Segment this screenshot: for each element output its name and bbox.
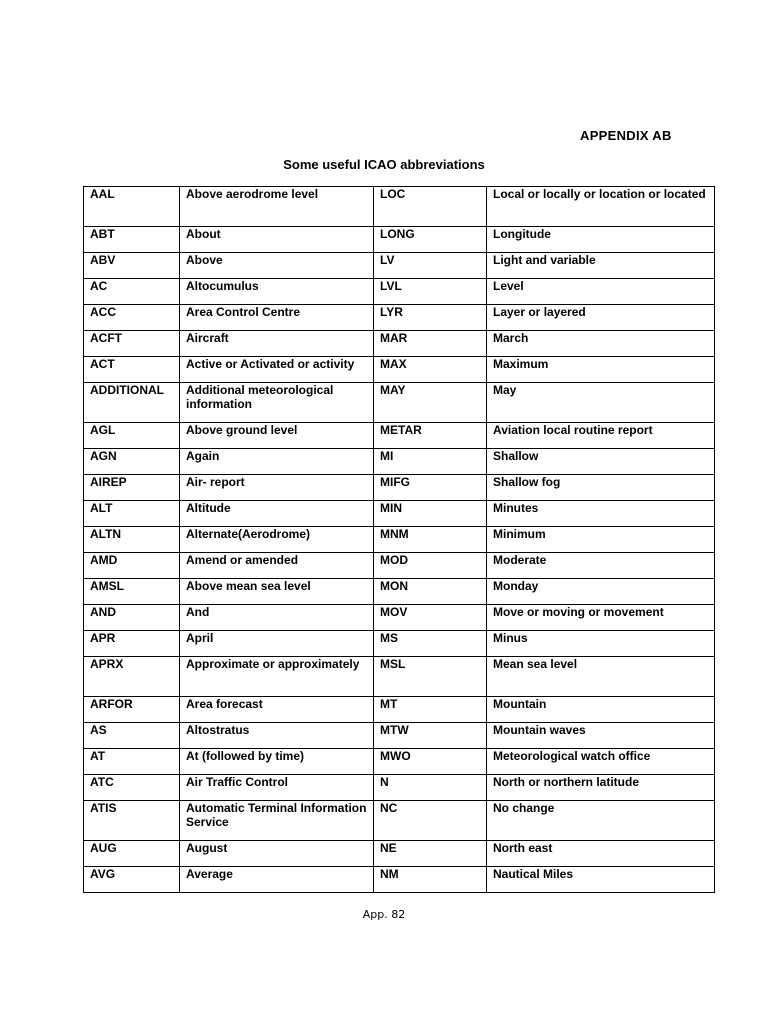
abbreviation-cell: ACFT: [84, 331, 180, 357]
meaning-cell: Amend or amended: [180, 553, 374, 579]
table-row: [84, 775, 715, 801]
table-row: [84, 187, 715, 227]
meaning-cell: North east: [487, 841, 715, 867]
abbreviation-cell: MON: [374, 579, 487, 605]
abbreviation-cell: LOC: [374, 187, 487, 227]
meaning-cell: April: [180, 631, 374, 657]
meaning-cell: Minus: [487, 631, 715, 657]
abbreviation-cell: APRX: [84, 657, 180, 697]
meaning-cell: Aviation local routine report: [487, 423, 715, 449]
abbreviation-cell: MIFG: [374, 475, 487, 501]
meaning-cell: Above: [180, 253, 374, 279]
table-row: [84, 227, 715, 253]
table-row: [84, 605, 715, 631]
abbreviation-cell: MAY: [374, 383, 487, 423]
table-row: [84, 383, 715, 423]
meaning-cell: Altitude: [180, 501, 374, 527]
abbreviation-cell: AMD: [84, 553, 180, 579]
meaning-cell: Air Traffic Control: [180, 775, 374, 801]
meaning-cell: March: [487, 331, 715, 357]
table-row: [84, 867, 715, 893]
abbreviation-cell: MOD: [374, 553, 487, 579]
meaning-cell: Monday: [487, 579, 715, 605]
abbreviations-table: [83, 186, 715, 893]
table-row: [84, 801, 715, 841]
meaning-cell: Air- report: [180, 475, 374, 501]
meaning-cell: No change: [487, 801, 715, 841]
table-row: [84, 331, 715, 357]
table-row: [84, 527, 715, 553]
meaning-cell: Altocumulus: [180, 279, 374, 305]
page-number: App. 82: [362, 908, 406, 921]
abbreviation-cell: ALT: [84, 501, 180, 527]
meaning-cell: Local or locally or location or located: [487, 187, 715, 227]
meaning-cell: Meteorological watch office: [487, 749, 715, 775]
abbreviation-cell: ATC: [84, 775, 180, 801]
abbreviation-cell: MI: [374, 449, 487, 475]
abbreviation-cell: MAX: [374, 357, 487, 383]
meaning-cell: Alternate(Aerodrome): [180, 527, 374, 553]
abbreviation-cell: MTW: [374, 723, 487, 749]
abbreviation-cell: ATIS: [84, 801, 180, 841]
abbreviation-cell: AGN: [84, 449, 180, 475]
table-row: [84, 657, 715, 697]
table-row: [84, 841, 715, 867]
meaning-cell: Layer or layered: [487, 305, 715, 331]
meaning-cell: Above mean sea level: [180, 579, 374, 605]
abbreviation-cell: ADDITIONAL: [84, 383, 180, 423]
meaning-cell: Mean sea level: [487, 657, 715, 697]
meaning-cell: Nautical Miles: [487, 867, 715, 893]
meaning-cell: Altostratus: [180, 723, 374, 749]
meaning-cell: Longitude: [487, 227, 715, 253]
abbreviation-cell: AAL: [84, 187, 180, 227]
abbreviation-cell: LONG: [374, 227, 487, 253]
meaning-cell: Approximate or approximately: [180, 657, 374, 697]
abbreviation-cell: MSL: [374, 657, 487, 697]
abbreviation-cell: LV: [374, 253, 487, 279]
abbreviation-cell: MNM: [374, 527, 487, 553]
meaning-cell: Shallow fog: [487, 475, 715, 501]
abbreviation-cell: NM: [374, 867, 487, 893]
table-row: [84, 279, 715, 305]
abbreviation-cell: MT: [374, 697, 487, 723]
meaning-cell: Mountain: [487, 697, 715, 723]
abbreviation-cell: LVL: [374, 279, 487, 305]
table-row: [84, 357, 715, 383]
abbreviation-cell: LYR: [374, 305, 487, 331]
meaning-cell: Minutes: [487, 501, 715, 527]
table-row: [84, 723, 715, 749]
meaning-cell: And: [180, 605, 374, 631]
meaning-cell: Average: [180, 867, 374, 893]
page-title: Some useful ICAO abbreviations: [283, 157, 485, 172]
table-row: [84, 697, 715, 723]
meaning-cell: August: [180, 841, 374, 867]
meaning-cell: Aircraft: [180, 331, 374, 357]
table-row: [84, 579, 715, 605]
meaning-cell: Level: [487, 279, 715, 305]
meaning-cell: Area Control Centre: [180, 305, 374, 331]
meaning-cell: May: [487, 383, 715, 423]
abbreviation-cell: NC: [374, 801, 487, 841]
meaning-cell: Automatic Terminal Information Service: [180, 801, 374, 841]
abbreviation-cell: ACT: [84, 357, 180, 383]
table-row: [84, 475, 715, 501]
meaning-cell: Shallow: [487, 449, 715, 475]
table-row: [84, 553, 715, 579]
abbreviation-cell: AS: [84, 723, 180, 749]
abbreviation-cell: AT: [84, 749, 180, 775]
abbreviation-cell: AND: [84, 605, 180, 631]
abbreviation-cell: MWO: [374, 749, 487, 775]
abbreviation-cell: AVG: [84, 867, 180, 893]
table-row: [84, 631, 715, 657]
abbreviation-cell: AUG: [84, 841, 180, 867]
abbreviation-cell: N: [374, 775, 487, 801]
table-row: [84, 305, 715, 331]
table-row: [84, 749, 715, 775]
abbreviation-cell: NE: [374, 841, 487, 867]
meaning-cell: Light and variable: [487, 253, 715, 279]
table-row: [84, 423, 715, 449]
meaning-cell: Above aerodrome level: [180, 187, 374, 227]
meaning-cell: About: [180, 227, 374, 253]
meaning-cell: Additional meteorological information: [180, 383, 374, 423]
meaning-cell: Active or Activated or activity: [180, 357, 374, 383]
abbreviation-cell: MIN: [374, 501, 487, 527]
meaning-cell: Minimum: [487, 527, 715, 553]
abbreviation-cell: AC: [84, 279, 180, 305]
abbreviation-cell: ABV: [84, 253, 180, 279]
abbreviation-cell: ARFOR: [84, 697, 180, 723]
table-row: [84, 449, 715, 475]
meaning-cell: Again: [180, 449, 374, 475]
abbreviation-cell: MAR: [374, 331, 487, 357]
abbreviation-cell: MS: [374, 631, 487, 657]
meaning-cell: Above ground level: [180, 423, 374, 449]
meaning-cell: Mountain waves: [487, 723, 715, 749]
abbreviation-cell: APR: [84, 631, 180, 657]
meaning-cell: Moderate: [487, 553, 715, 579]
abbreviation-cell: ACC: [84, 305, 180, 331]
meaning-cell: Area forecast: [180, 697, 374, 723]
abbreviation-cell: METAR: [374, 423, 487, 449]
table-row: [84, 501, 715, 527]
meaning-cell: North or northern latitude: [487, 775, 715, 801]
abbreviation-cell: MOV: [374, 605, 487, 631]
table-row: [84, 253, 715, 279]
meaning-cell: Move or moving or movement: [487, 605, 715, 631]
abbreviation-cell: ALTN: [84, 527, 180, 553]
abbreviation-cell: ABT: [84, 227, 180, 253]
abbreviation-cell: AMSL: [84, 579, 180, 605]
meaning-cell: At (followed by time): [180, 749, 374, 775]
meaning-cell: Maximum: [487, 357, 715, 383]
abbreviation-cell: AGL: [84, 423, 180, 449]
appendix-heading: APPENDIX AB: [580, 128, 672, 143]
abbreviation-cell: AIREP: [84, 475, 180, 501]
